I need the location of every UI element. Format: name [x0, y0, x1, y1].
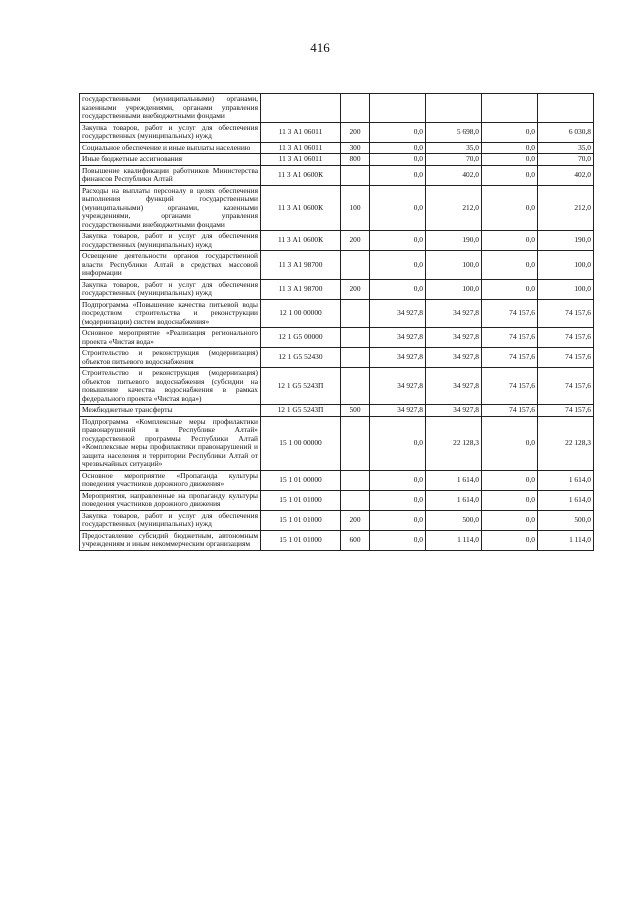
- row-code-cell: 15 1 01 00000: [261, 470, 341, 490]
- row-expense-type-cell: [341, 470, 370, 490]
- row-amount-2-cell: 402,0: [426, 165, 482, 185]
- row-expense-type-cell: 300: [341, 142, 370, 154]
- row-amount-1-cell: 0,0: [370, 142, 426, 154]
- table-row: [80, 416, 594, 470]
- row-amount-1-cell: 34 927,8: [370, 405, 426, 417]
- row-expense-type-cell: 200: [341, 122, 370, 142]
- row-name-cell: Подпрограмма «Комплексные меры профилактики правонарушений в Республике Алтай» государственной программы Республики Алтай «Комплексные меры профилактики правонарушений и защита населения и территории Республики Алтай от чрезвычайных ситуаций»: [80, 416, 261, 470]
- row-amount-4-cell: 1 614,0: [538, 490, 594, 510]
- row-amount-4-cell: 74 157,6: [538, 368, 594, 405]
- row-amount-3-cell: 0,0: [482, 510, 538, 530]
- table-row: [80, 279, 594, 299]
- row-amount-1-cell: 0,0: [370, 279, 426, 299]
- row-name-cell: Расходы на выплаты персоналу в целях обеспечения выполнения функций государственными (муниципальными) органами, казенными учреждениями, органами управления государственными внебюджетными фондами: [80, 185, 261, 231]
- row-code-cell: 15 1 00 00000: [261, 416, 341, 470]
- row-code-cell: 12 1 G5 5243П: [261, 405, 341, 417]
- row-code-cell: 11 3 А1 98700: [261, 279, 341, 299]
- row-name-cell: Предоставление субсидий бюджетным, автономным учреждениям и иным некоммерческим организациям: [80, 530, 261, 550]
- row-amount-2-cell: 212,0: [426, 185, 482, 231]
- row-amount-1-cell: 0,0: [370, 251, 426, 280]
- row-amount-3-cell: 0,0: [482, 154, 538, 166]
- table-row: [80, 470, 594, 490]
- row-amount-4-cell: 190,0: [538, 231, 594, 251]
- page-number: 416: [310, 40, 330, 55]
- row-name-cell: Иные бюджетные ассигнования: [80, 154, 261, 166]
- row-expense-type-cell: [341, 490, 370, 510]
- row-amount-2-cell: 34 927,8: [426, 328, 482, 348]
- row-amount-3-cell: 74 157,6: [482, 348, 538, 368]
- table-row: [80, 185, 594, 231]
- row-name-cell: Закупка товаров, работ и услуг для обеспечения государственных (муниципальных) нужд: [80, 122, 261, 142]
- row-amount-2-cell: 34 927,8: [426, 368, 482, 405]
- row-amount-3-cell: 0,0: [482, 530, 538, 550]
- row-amount-1-cell: 0,0: [370, 470, 426, 490]
- row-amount-4-cell: 6 030,8: [538, 122, 594, 142]
- row-amount-4-cell: 1 114,0: [538, 530, 594, 550]
- row-amount-4-cell: 100,0: [538, 279, 594, 299]
- row-amount-2-cell: 1 114,0: [426, 530, 482, 550]
- row-amount-4-cell: 74 157,6: [538, 328, 594, 348]
- row-expense-type-cell: [341, 368, 370, 405]
- row-code-cell: 11 3 А1 06011: [261, 142, 341, 154]
- row-amount-2-cell: 100,0: [426, 279, 482, 299]
- row-amount-2-cell: 1 614,0: [426, 470, 482, 490]
- row-amount-1-cell: 0,0: [370, 231, 426, 251]
- row-expense-type-cell: 600: [341, 530, 370, 550]
- row-code-cell: 12 1 G5 5243П: [261, 368, 341, 405]
- row-name-cell: государственными (муниципальными) органами, казенными учреждениями, органами управления государственными внебюджетными фондами: [80, 94, 261, 123]
- row-name-cell: Мероприятия, направленные на пропаганду культуры поведения участников дорожного движения: [80, 490, 261, 510]
- table-row: [80, 142, 594, 154]
- row-amount-2-cell: 100,0: [426, 251, 482, 280]
- row-name-cell: Строительство и реконструкция (модернизация) объектов питьевого водоснабжения (субсидии на повышение качества водоснабжения в рамках федерального проекта «Чистая вода»): [80, 368, 261, 405]
- row-expense-type-cell: [341, 348, 370, 368]
- row-amount-2-cell: 22 128,3: [426, 416, 482, 470]
- row-name-cell: Закупка товаров, работ и услуг для обеспечения государственных (муниципальных) нужд: [80, 279, 261, 299]
- row-amount-2-cell: 500,0: [426, 510, 482, 530]
- row-name-cell: Строительство и реконструкция (модернизация) объектов питьевого водоснабжения: [80, 348, 261, 368]
- row-name-cell: Межбюджетные трансферты: [80, 405, 261, 417]
- row-amount-1-cell: 0,0: [370, 510, 426, 530]
- row-expense-type-cell: [341, 328, 370, 348]
- row-amount-1-cell: [370, 94, 426, 123]
- table-row: [80, 348, 594, 368]
- row-amount-2-cell: 70,0: [426, 154, 482, 166]
- row-expense-type-cell: [341, 299, 370, 328]
- row-expense-type-cell: 200: [341, 231, 370, 251]
- table-row: [80, 165, 594, 185]
- row-amount-2-cell: 5 698,0: [426, 122, 482, 142]
- table-row: [80, 251, 594, 280]
- row-name-cell: Подпрограмма «Повышение качества питьевой воды посредством строительства и реконструкции (модернизации) систем водоснабжения»: [80, 299, 261, 328]
- table-row: [80, 490, 594, 510]
- table-row: [80, 368, 594, 405]
- row-amount-1-cell: 0,0: [370, 154, 426, 166]
- row-name-cell: Социальное обеспечение и иные выплаты населению: [80, 142, 261, 154]
- budget-table: [79, 93, 594, 551]
- row-amount-2-cell: 190,0: [426, 231, 482, 251]
- row-expense-type-cell: [341, 94, 370, 123]
- row-code-cell: 12 1 00 00000: [261, 299, 341, 328]
- row-amount-3-cell: 0,0: [482, 490, 538, 510]
- row-expense-type-cell: 500: [341, 405, 370, 417]
- row-expense-type-cell: 200: [341, 279, 370, 299]
- row-code-cell: 11 3 А1 06011: [261, 122, 341, 142]
- row-name-cell: Закупка товаров, работ и услуг для обеспечения государственных (муниципальных) нужд: [80, 231, 261, 251]
- row-name-cell: Освещение деятельности органов государственной власти Республики Алтай в средствах массовой информации: [80, 251, 261, 280]
- row-amount-3-cell: 0,0: [482, 122, 538, 142]
- row-expense-type-cell: 200: [341, 510, 370, 530]
- row-amount-2-cell: [426, 94, 482, 123]
- row-code-cell: 12 1 G5 52430: [261, 348, 341, 368]
- table-body: [80, 94, 594, 551]
- row-amount-4-cell: 74 157,6: [538, 299, 594, 328]
- row-amount-1-cell: 0,0: [370, 122, 426, 142]
- row-code-cell: 11 3 А1 0600К: [261, 185, 341, 231]
- row-amount-3-cell: 74 157,6: [482, 299, 538, 328]
- row-amount-4-cell: 500,0: [538, 510, 594, 530]
- row-amount-4-cell: 35,0: [538, 142, 594, 154]
- row-amount-3-cell: 0,0: [482, 231, 538, 251]
- row-amount-4-cell: 22 128,3: [538, 416, 594, 470]
- row-amount-1-cell: 0,0: [370, 165, 426, 185]
- row-amount-3-cell: [482, 94, 538, 123]
- row-amount-4-cell: 1 614,0: [538, 470, 594, 490]
- row-expense-type-cell: 800: [341, 154, 370, 166]
- table-row: [80, 122, 594, 142]
- row-expense-type-cell: [341, 251, 370, 280]
- row-amount-1-cell: 34 927,8: [370, 368, 426, 405]
- row-expense-type-cell: [341, 165, 370, 185]
- table-row: [80, 530, 594, 550]
- row-amount-1-cell: 0,0: [370, 416, 426, 470]
- row-amount-1-cell: 34 927,8: [370, 299, 426, 328]
- row-amount-2-cell: 34 927,8: [426, 299, 482, 328]
- row-amount-3-cell: 0,0: [482, 142, 538, 154]
- row-amount-3-cell: 74 157,6: [482, 368, 538, 405]
- row-amount-4-cell: 74 157,6: [538, 348, 594, 368]
- row-amount-3-cell: 0,0: [482, 416, 538, 470]
- row-amount-4-cell: 212,0: [538, 185, 594, 231]
- row-code-cell: 15 1 01 01000: [261, 530, 341, 550]
- row-amount-2-cell: 35,0: [426, 142, 482, 154]
- table-row: [80, 94, 594, 123]
- row-amount-2-cell: 1 614,0: [426, 490, 482, 510]
- row-amount-1-cell: 0,0: [370, 530, 426, 550]
- row-amount-3-cell: 74 157,6: [482, 328, 538, 348]
- row-amount-3-cell: 0,0: [482, 251, 538, 280]
- row-code-cell: [261, 94, 341, 123]
- row-name-cell: Основное мероприятие «Реализация регионального проекта «Чистая вода»: [80, 328, 261, 348]
- row-amount-3-cell: 74 157,6: [482, 405, 538, 417]
- table-row: [80, 231, 594, 251]
- row-expense-type-cell: [341, 416, 370, 470]
- row-amount-1-cell: 0,0: [370, 490, 426, 510]
- table-row: [80, 405, 594, 417]
- row-amount-3-cell: 0,0: [482, 165, 538, 185]
- row-name-cell: Основное мероприятие «Пропаганда культуры поведения участников дорожного движения»: [80, 470, 261, 490]
- row-amount-3-cell: 0,0: [482, 185, 538, 231]
- row-code-cell: 15 1 01 01000: [261, 490, 341, 510]
- row-amount-3-cell: 0,0: [482, 470, 538, 490]
- row-code-cell: 11 3 А1 0600К: [261, 165, 341, 185]
- row-code-cell: 12 1 G5 00000: [261, 328, 341, 348]
- row-code-cell: 11 3 А1 98700: [261, 251, 341, 280]
- row-code-cell: 11 3 А1 0600К: [261, 231, 341, 251]
- row-code-cell: 15 1 01 01000: [261, 510, 341, 530]
- row-name-cell: Закупка товаров, работ и услуг для обеспечения государственных (муниципальных) нужд: [80, 510, 261, 530]
- row-amount-1-cell: 0,0: [370, 185, 426, 231]
- table-row: [80, 299, 594, 328]
- row-amount-1-cell: 34 927,8: [370, 328, 426, 348]
- row-amount-3-cell: 0,0: [482, 279, 538, 299]
- row-amount-2-cell: 34 927,8: [426, 348, 482, 368]
- row-amount-4-cell: 402,0: [538, 165, 594, 185]
- row-amount-4-cell: [538, 94, 594, 123]
- row-amount-4-cell: 74 157,6: [538, 405, 594, 417]
- row-amount-1-cell: 34 927,8: [370, 348, 426, 368]
- row-name-cell: Повышение квалификации работников Министерства финансов Республики Алтай: [80, 165, 261, 185]
- table-row: [80, 328, 594, 348]
- table-row: [80, 154, 594, 166]
- row-amount-4-cell: 70,0: [538, 154, 594, 166]
- row-expense-type-cell: 100: [341, 185, 370, 231]
- row-code-cell: 11 3 А1 06011: [261, 154, 341, 166]
- table-row: [80, 510, 594, 530]
- row-amount-4-cell: 100,0: [538, 251, 594, 280]
- row-amount-2-cell: 34 927,8: [426, 405, 482, 417]
